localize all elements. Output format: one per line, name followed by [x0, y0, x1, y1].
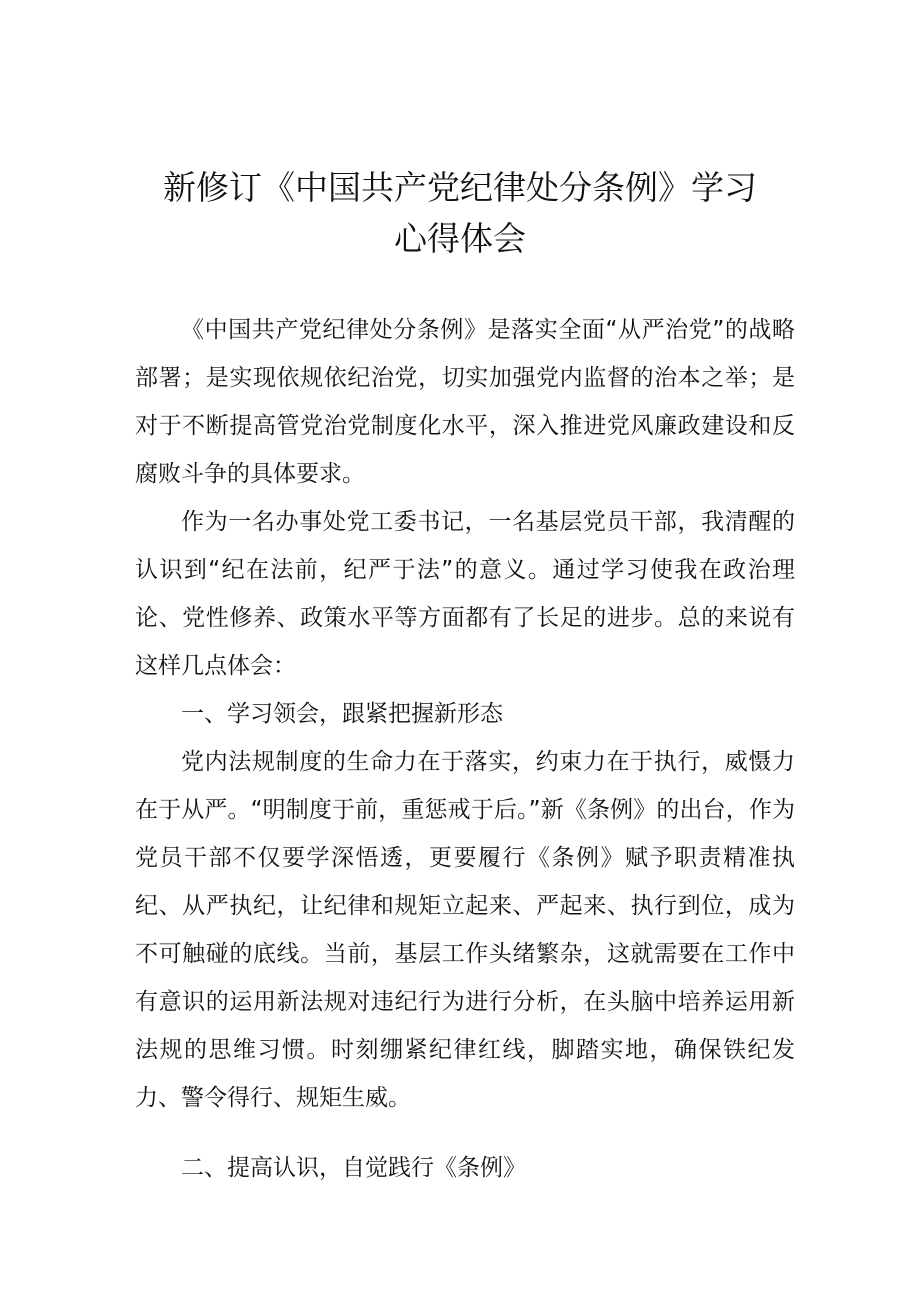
paragraph-personal-reflection: 作为一名办事处党工委书记，一名基层党员干部，我清醒的认识到“纪在法前，纪严于法”的意义。通过学习使我在政治理论、党性修养、政策水平等方面都有了长足的进步。总的来说有这样几点体会： [135, 509, 795, 679]
document-title-line-1: 新修订《中国共产党纪律处分条例》学习 [163, 168, 757, 207]
section-heading-1: 一、学习领会，跟紧把握新形态 [181, 701, 503, 727]
document-title-line-2: 心得体会 [394, 219, 526, 258]
paragraph-intro: 《中国共产党纪律处分条例》是落实全面“从严治党”的战略部署；是实现依规依纪治党，切实加强党内监督的治本之举；是对于不断提高管党治党制度化水平，深入推进党风廉政建设和反腐败斗争的具体要求。 [135, 317, 795, 487]
paragraph-section-1-body: 党内法规制度的生命力在于落实，约束力在于执行，威慑力在于从严。“明制度于前，重惩戒于后。”新《条例》的出台，作为党员干部不仅要学深悟透，更要履行《条例》赋予职责精准执纪、从严执纪，让纪律和规矩立起来、严起来、执行到位，成为不可触碰的底线。当前，基层工作头绪繁杂，这就需要在工作中有意识的运用新法规对违纪行为进行分析，在头脑中培养运用新法规的思维习惯。时刻绷紧纪律红线，脚踏实地，确保铁纪发力、警令得行、规矩生威。 [135, 749, 795, 1111]
section-heading-2: 二、提高认识，自觉践行《条例》 [181, 1155, 526, 1181]
